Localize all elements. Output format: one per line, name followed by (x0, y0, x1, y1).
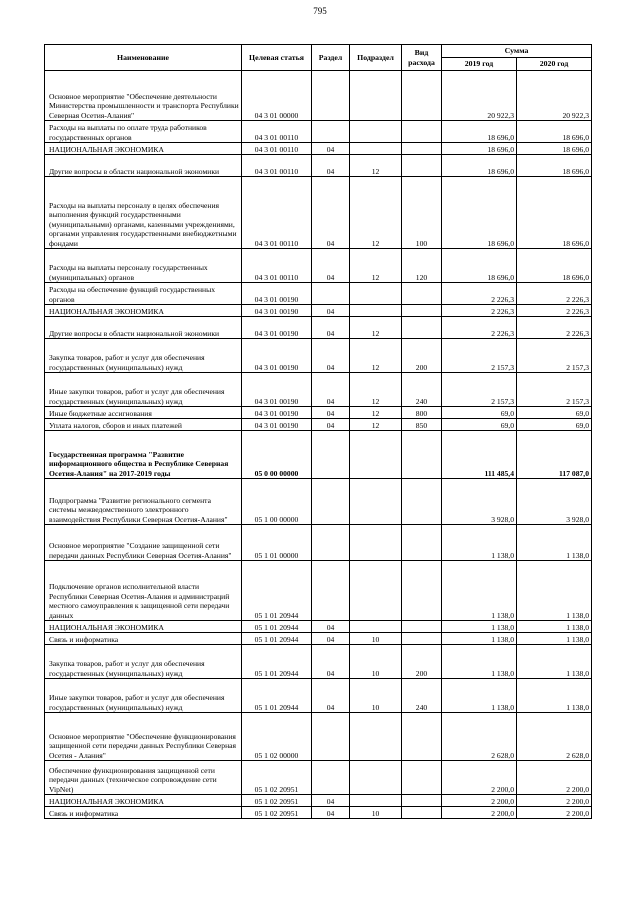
row-subsection (350, 71, 402, 121)
row-name: Иные закупки товаров, работ и услуг для обеспечения государственных (муниципальных) нужд (45, 679, 242, 713)
row-section: 04 (312, 373, 350, 407)
row-section: 04 (312, 155, 350, 177)
row-sum-2020: 18 696,0 (517, 143, 592, 155)
row-name: Другие вопросы в области национальной экономики (45, 317, 242, 339)
row-subsection (350, 121, 402, 143)
row-expense-type (402, 121, 442, 143)
row-expense-type (402, 143, 442, 155)
row-expense-type (402, 305, 442, 317)
table-row (45, 761, 592, 795)
row-subsection (350, 305, 402, 317)
row-expense-type (402, 795, 442, 807)
row-target: 04 3 01 00190 (242, 373, 312, 407)
row-sum-2019: 20 922,3 (442, 71, 517, 121)
row-name: Основное мероприятие "Обеспечение деятельности Министерства промышленности и транспорта Республики Северная Осетия-Алания" (45, 71, 242, 121)
row-sum-2020: 18 696,0 (517, 177, 592, 249)
row-subsection (350, 621, 402, 633)
row-target: 05 1 02 20951 (242, 795, 312, 807)
row-name: Основное мероприятие "Обеспечение функционирования защищенной сети передачи данных Республики Северная Осетия - Алания" (45, 713, 242, 761)
row-sum-2020: 2 200,0 (517, 795, 592, 807)
row-sum-2019: 1 138,0 (442, 645, 517, 679)
row-sum-2019: 3 928,0 (442, 479, 517, 525)
row-sum-2019: 2 226,3 (442, 283, 517, 305)
row-section (312, 283, 350, 305)
row-sum-2019: 1 138,0 (442, 561, 517, 621)
table-body (45, 71, 592, 819)
row-subsection (350, 761, 402, 795)
row-subsection: 12 (350, 339, 402, 373)
row-section (312, 121, 350, 143)
row-sum-2019: 18 696,0 (442, 143, 517, 155)
row-sum-2020: 2 200,0 (517, 807, 592, 819)
row-name: Подключение органов исполнительной власти Республики Северная Осетия-Алания и администраций местного самоуправления к защищенной сети передачи данных (45, 561, 242, 621)
page-number: 795 (313, 6, 327, 16)
row-section: 04 (312, 645, 350, 679)
row-subsection (350, 143, 402, 155)
row-sum-2019: 18 696,0 (442, 249, 517, 283)
row-sum-2019: 2 157,3 (442, 373, 517, 407)
row-sum-2020: 20 922,3 (517, 71, 592, 121)
row-sum-2020: 1 138,0 (517, 645, 592, 679)
row-section (312, 761, 350, 795)
row-expense-type (402, 561, 442, 621)
row-sum-2019: 1 138,0 (442, 633, 517, 645)
row-section: 04 (312, 679, 350, 713)
table-row (45, 339, 592, 373)
row-target: 05 1 00 00000 (242, 479, 312, 525)
row-sum-2019: 2 226,3 (442, 305, 517, 317)
table-row (45, 561, 592, 621)
row-name: Подпрограмма "Развитие регионального сегмента системы межведомственного электронного взаимодействия Республики Северная Осетия-Алания" (45, 479, 242, 525)
row-subsection (350, 431, 402, 479)
row-subsection (350, 525, 402, 561)
row-subsection (350, 795, 402, 807)
row-name: Расходы на выплаты персоналу государственных (муниципальных) органов (45, 249, 242, 283)
row-subsection (350, 479, 402, 525)
row-sum-2019: 18 696,0 (442, 177, 517, 249)
table-row (45, 807, 592, 819)
row-expense-type: 850 (402, 419, 442, 431)
row-subsection: 12 (350, 373, 402, 407)
row-section (312, 431, 350, 479)
table-row (45, 121, 592, 143)
row-sum-2020: 1 138,0 (517, 621, 592, 633)
row-name: Обеспечение функционирования защищенной сети передачи данных (техническое сопровождение сети VipNet) (45, 761, 242, 795)
row-name: Иные бюджетные ассигнования (45, 407, 242, 419)
row-expense-type (402, 479, 442, 525)
row-subsection (350, 283, 402, 305)
row-expense-type (402, 317, 442, 339)
row-expense-type: 100 (402, 177, 442, 249)
row-target: 04 3 01 00110 (242, 155, 312, 177)
row-section (312, 561, 350, 621)
row-target: 05 1 01 20944 (242, 633, 312, 645)
row-subsection: 10 (350, 807, 402, 819)
row-section (312, 479, 350, 525)
header-year-2020: 2020 год (517, 58, 592, 71)
row-expense-type (402, 283, 442, 305)
row-target: 04 3 01 00190 (242, 419, 312, 431)
table-row (45, 407, 592, 419)
row-expense-type (402, 713, 442, 761)
table-row (45, 283, 592, 305)
row-section: 04 (312, 177, 350, 249)
row-target: 05 1 01 20944 (242, 679, 312, 713)
row-subsection: 10 (350, 645, 402, 679)
row-sum-2020: 69,0 (517, 407, 592, 419)
row-sum-2019: 1 138,0 (442, 621, 517, 633)
table-row (45, 525, 592, 561)
row-name: Связь и информатика (45, 633, 242, 645)
row-section: 04 (312, 621, 350, 633)
table-row (45, 713, 592, 761)
row-subsection (350, 713, 402, 761)
table-row (45, 177, 592, 249)
row-sum-2019: 111 485,4 (442, 431, 517, 479)
row-sum-2019: 2 628,0 (442, 713, 517, 761)
row-expense-type (402, 525, 442, 561)
row-name: Другие вопросы в области национальной экономики (45, 155, 242, 177)
row-name: Связь и информатика (45, 807, 242, 819)
row-target: 04 3 01 00110 (242, 177, 312, 249)
row-target: 04 3 01 00190 (242, 283, 312, 305)
table-row (45, 645, 592, 679)
budget-table (44, 44, 592, 819)
row-expense-type (402, 71, 442, 121)
row-sum-2020: 18 696,0 (517, 155, 592, 177)
row-sum-2020: 18 696,0 (517, 249, 592, 283)
row-target: 04 3 01 00190 (242, 407, 312, 419)
row-expense-type (402, 633, 442, 645)
row-expense-type: 120 (402, 249, 442, 283)
row-name: НАЦИОНАЛЬНАЯ ЭКОНОМИКА (45, 621, 242, 633)
row-name: НАЦИОНАЛЬНАЯ ЭКОНОМИКА (45, 795, 242, 807)
row-sum-2020: 2 200,0 (517, 761, 592, 795)
row-sum-2019: 1 138,0 (442, 679, 517, 713)
row-name: Расходы на обеспечение функций государственных органов (45, 283, 242, 305)
row-name: Расходы на выплаты по оплате труда работников государственных органов (45, 121, 242, 143)
row-sum-2019: 18 696,0 (442, 121, 517, 143)
row-name: Государственная программа "Развитие информационного общества в Республике Северная Осетия-Алания" на 2017-2019 годы (45, 431, 242, 479)
row-name: Уплата налогов, сборов и иных платежей (45, 419, 242, 431)
row-sum-2020: 18 696,0 (517, 121, 592, 143)
table-row (45, 419, 592, 431)
row-sum-2019: 2 157,3 (442, 339, 517, 373)
row-subsection: 12 (350, 177, 402, 249)
row-target: 04 3 01 00190 (242, 305, 312, 317)
row-section: 04 (312, 407, 350, 419)
table-row (45, 155, 592, 177)
row-sum-2019: 1 138,0 (442, 525, 517, 561)
row-sum-2020: 2 226,3 (517, 317, 592, 339)
row-expense-type (402, 431, 442, 479)
row-name: НАЦИОНАЛЬНАЯ ЭКОНОМИКА (45, 143, 242, 155)
row-section: 04 (312, 317, 350, 339)
row-sum-2019: 2 200,0 (442, 807, 517, 819)
table-row (45, 305, 592, 317)
row-expense-type (402, 621, 442, 633)
row-sum-2020: 117 087,0 (517, 431, 592, 479)
row-subsection: 10 (350, 633, 402, 645)
row-section: 04 (312, 807, 350, 819)
row-target: 05 1 02 20951 (242, 807, 312, 819)
header-subsection: Подраздел (350, 45, 402, 71)
header-target: Целевая статья (242, 45, 312, 71)
row-target: 04 3 01 00110 (242, 143, 312, 155)
row-expense-type: 200 (402, 339, 442, 373)
table-row (45, 373, 592, 407)
row-section: 04 (312, 633, 350, 645)
row-expense-type: 240 (402, 373, 442, 407)
header-section: Раздел (312, 45, 350, 71)
row-target: 05 1 01 20944 (242, 645, 312, 679)
row-section: 04 (312, 305, 350, 317)
row-target: 04 3 01 00110 (242, 249, 312, 283)
row-sum-2020: 1 138,0 (517, 561, 592, 621)
row-name: Закупка товаров, работ и услуг для обеспечения государственных (муниципальных) нужд (45, 645, 242, 679)
table-row (45, 143, 592, 155)
row-target: 04 3 01 00110 (242, 121, 312, 143)
row-sum-2020: 69,0 (517, 419, 592, 431)
row-expense-type: 240 (402, 679, 442, 713)
row-subsection: 10 (350, 679, 402, 713)
row-subsection: 12 (350, 419, 402, 431)
row-sum-2019: 69,0 (442, 407, 517, 419)
row-sum-2019: 2 226,3 (442, 317, 517, 339)
table-row (45, 795, 592, 807)
row-sum-2020: 3 928,0 (517, 479, 592, 525)
row-expense-type: 200 (402, 645, 442, 679)
row-target: 04 3 01 00190 (242, 317, 312, 339)
row-target: 05 1 01 20944 (242, 621, 312, 633)
header-name: Наименование (45, 45, 242, 71)
row-sum-2019: 69,0 (442, 419, 517, 431)
row-target: 04 3 01 00190 (242, 339, 312, 373)
table-row (45, 249, 592, 283)
table-row (45, 633, 592, 645)
row-sum-2020: 1 138,0 (517, 633, 592, 645)
row-expense-type (402, 761, 442, 795)
row-section: 04 (312, 143, 350, 155)
row-name: Закупка товаров, работ и услуг для обеспечения государственных (муниципальных) нужд (45, 339, 242, 373)
row-sum-2019: 2 200,0 (442, 761, 517, 795)
row-target: 05 1 02 20951 (242, 761, 312, 795)
row-sum-2020: 1 138,0 (517, 525, 592, 561)
row-sum-2020: 1 138,0 (517, 679, 592, 713)
row-section: 04 (312, 419, 350, 431)
row-sum-2019: 18 696,0 (442, 155, 517, 177)
row-expense-type (402, 155, 442, 177)
row-target: 05 0 00 00000 (242, 431, 312, 479)
row-subsection: 12 (350, 155, 402, 177)
row-sum-2020: 2 226,3 (517, 305, 592, 317)
row-subsection: 12 (350, 317, 402, 339)
row-expense-type (402, 807, 442, 819)
header-year-2019: 2019 год (442, 58, 517, 71)
table-row (45, 621, 592, 633)
header-expense-type: Вид расхода (402, 45, 442, 71)
row-name: Расходы на выплаты персоналу в целях обеспечения выполнения функций государственными (муниципальными) органами, казенными учреждениями, органами управления государственными внебюджетными фондами (45, 177, 242, 249)
row-section (312, 71, 350, 121)
table-row (45, 679, 592, 713)
row-sum-2019: 2 200,0 (442, 795, 517, 807)
row-sum-2020: 2 157,3 (517, 339, 592, 373)
row-section (312, 713, 350, 761)
row-sum-2020: 2 628,0 (517, 713, 592, 761)
row-section (312, 525, 350, 561)
row-expense-type: 800 (402, 407, 442, 419)
row-name: Иные закупки товаров, работ и услуг для обеспечения государственных (муниципальных) нужд (45, 373, 242, 407)
row-target: 04 3 01 00000 (242, 71, 312, 121)
row-section: 04 (312, 339, 350, 373)
row-subsection: 12 (350, 249, 402, 283)
table-row (45, 317, 592, 339)
row-sum-2020: 2 157,3 (517, 373, 592, 407)
row-sum-2020: 2 226,3 (517, 283, 592, 305)
row-target: 05 1 01 00000 (242, 525, 312, 561)
row-name: Основное мероприятие "Создание защищенной сети передачи данных Республики Северная Осетия-Алания" (45, 525, 242, 561)
table-row (45, 71, 592, 121)
row-subsection: 12 (350, 407, 402, 419)
table-row (45, 479, 592, 525)
row-subsection (350, 561, 402, 621)
row-section: 04 (312, 795, 350, 807)
table-row (45, 431, 592, 479)
header-sum: Сумма (442, 45, 592, 58)
row-target: 05 1 01 20944 (242, 561, 312, 621)
row-section: 04 (312, 249, 350, 283)
row-target: 05 1 02 00000 (242, 713, 312, 761)
row-name: НАЦИОНАЛЬНАЯ ЭКОНОМИКА (45, 305, 242, 317)
